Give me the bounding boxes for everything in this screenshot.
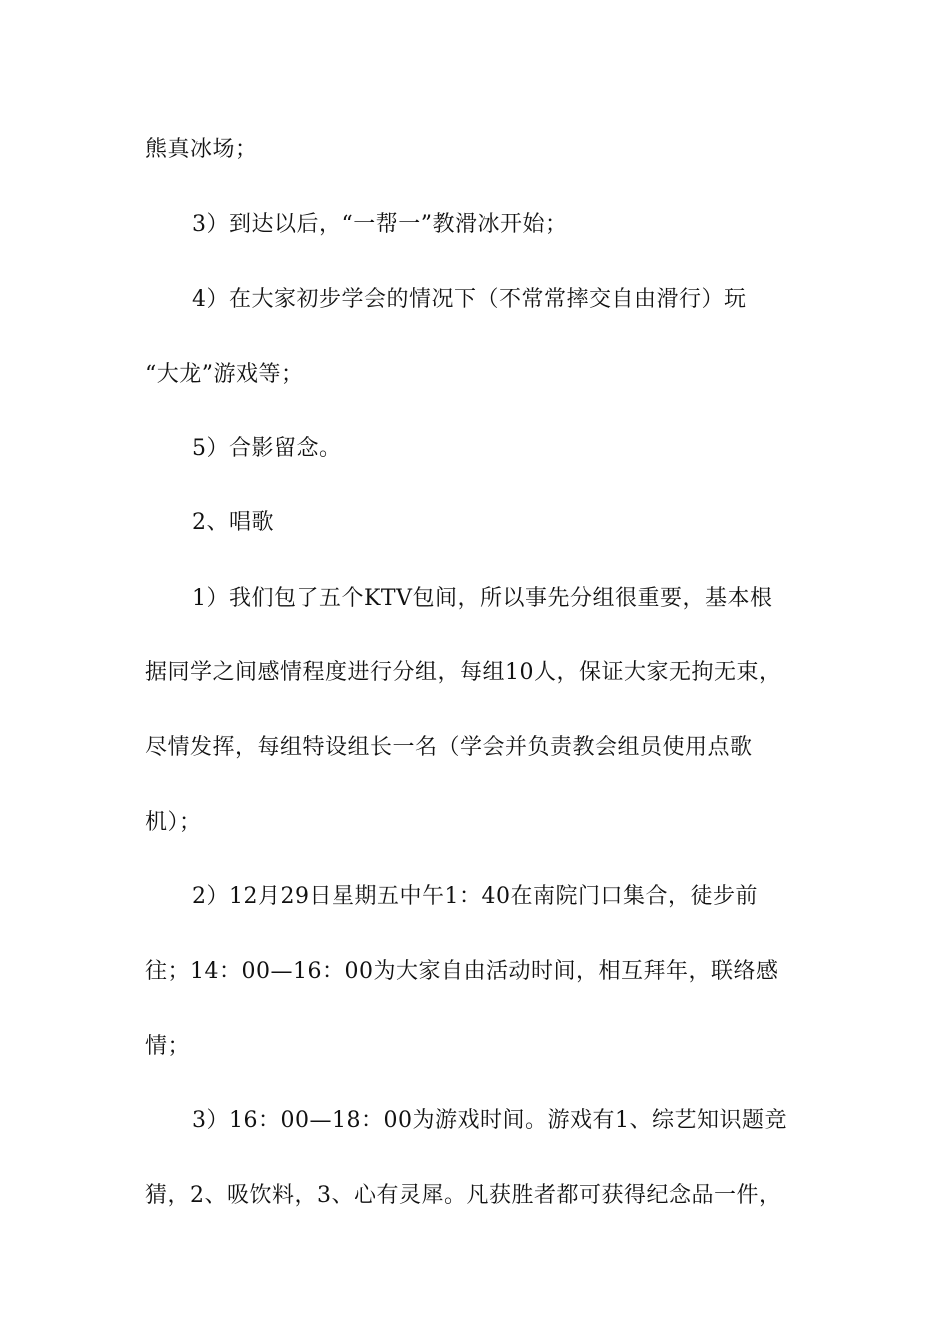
text-line: “大龙”游戏等； xyxy=(145,362,304,387)
text-line: 猜，2、吸饮料，3、心有灵犀。凡获胜者都可获得纪念品一件， xyxy=(145,1183,782,1208)
text-line: 3）16：00—18：00为游戏时间。游戏有1、综艺知识题竞 xyxy=(192,1108,787,1133)
text-line: 3）到达以后，“一帮一”教滑冰开始； xyxy=(192,212,568,237)
text-line: 尽情发挥，每组特设组长一名（学会并负责教会组员使用点歌 xyxy=(145,735,753,760)
text-line: 4）在大家初步学会的情况下（不常常摔交自由滑行）玩 xyxy=(192,287,747,312)
text-line: 熊真冰场； xyxy=(145,137,258,162)
section-heading: 2、唱歌 xyxy=(192,510,274,535)
text-line: 往；14：00—16：00为大家自由活动时间，相互拜年，联络感 xyxy=(145,959,779,984)
text-line: 机）； xyxy=(145,810,202,835)
text-line: 情； xyxy=(145,1034,191,1059)
text-line: 2）12月29日星期五中午1：40在南院门口集合，徒步前 xyxy=(192,884,758,909)
text-line: 据同学之间感情程度进行分组，每组10人，保证大家无拘无束， xyxy=(145,660,782,685)
text-line: 5）合影留念。 xyxy=(192,436,342,461)
text-line: 1）我们包了五个KTV包间，所以事先分组很重要，基本根 xyxy=(192,586,773,611)
